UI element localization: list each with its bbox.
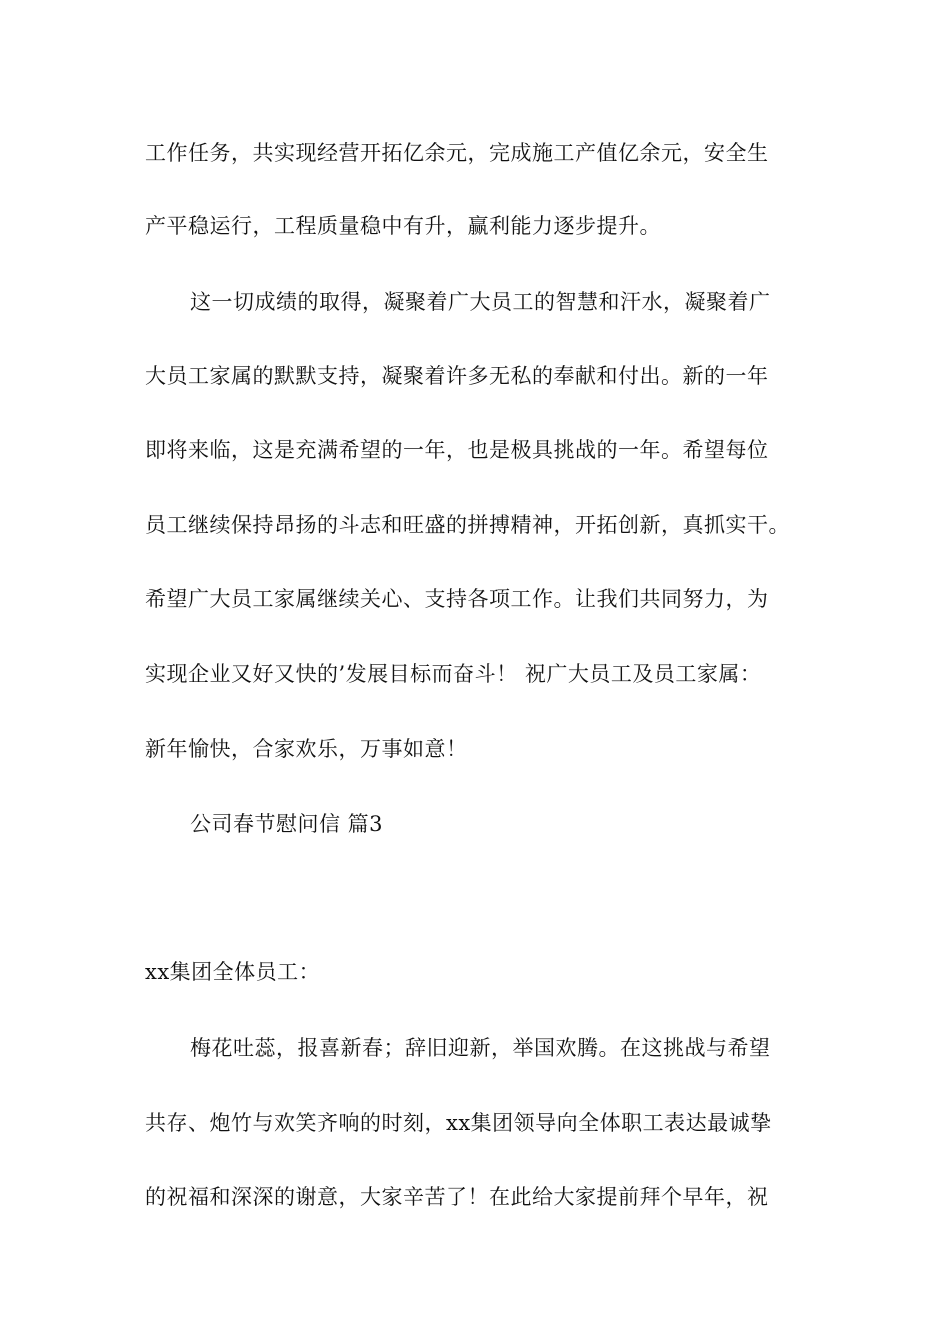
paragraph-line: 共存、炮竹与欢笑齐响的时刻，xx集团领导向全体职工表达最诚挚 — [145, 1111, 772, 1135]
salutation: xx集团全体员工： — [145, 960, 321, 984]
paragraph-line: 新年愉快，合家欢乐，万事如意！ — [145, 737, 468, 761]
paragraph-line: 这一切成绩的取得，凝聚着广大员工的智慧和汗水，凝聚着广 — [190, 290, 771, 314]
paragraph-line: 实现企业又好又快的’发展目标而奋斗！ 祝广大员工及员工家属： — [145, 662, 762, 686]
paragraph-line: 产平稳运行，工程质量稳中有升，赢利能力逐步提升。 — [145, 214, 661, 238]
section-heading: 公司春节慰问信 篇3 — [190, 812, 384, 836]
paragraph-line: 即将来临，这是充满希望的一年，也是极具挑战的一年。希望每位 — [145, 438, 769, 462]
paragraph-line: 员工继续保持昂扬的斗志和旺盛的拼搏精神，开拓创新，真抓实干。 — [145, 513, 790, 537]
paragraph-line: 的祝福和深深的谢意，大家辛苦了！在此给大家提前拜个早年，祝 — [145, 1185, 769, 1209]
paragraph-line: 希望广大员工家属继续关心、支持各项工作。让我们共同努力，为 — [145, 587, 769, 611]
paragraph-line: 大员工家属的默默支持，凝聚着许多无私的奉献和付出。新的一年 — [145, 364, 769, 388]
paragraph-line: 梅花吐蕊，报喜新春；辞旧迎新，举国欢腾。在这挑战与希望 — [190, 1036, 771, 1060]
paragraph-line: 工作任务，共实现经营开拓亿余元，完成施工产值亿余元，安全生 — [145, 141, 769, 165]
